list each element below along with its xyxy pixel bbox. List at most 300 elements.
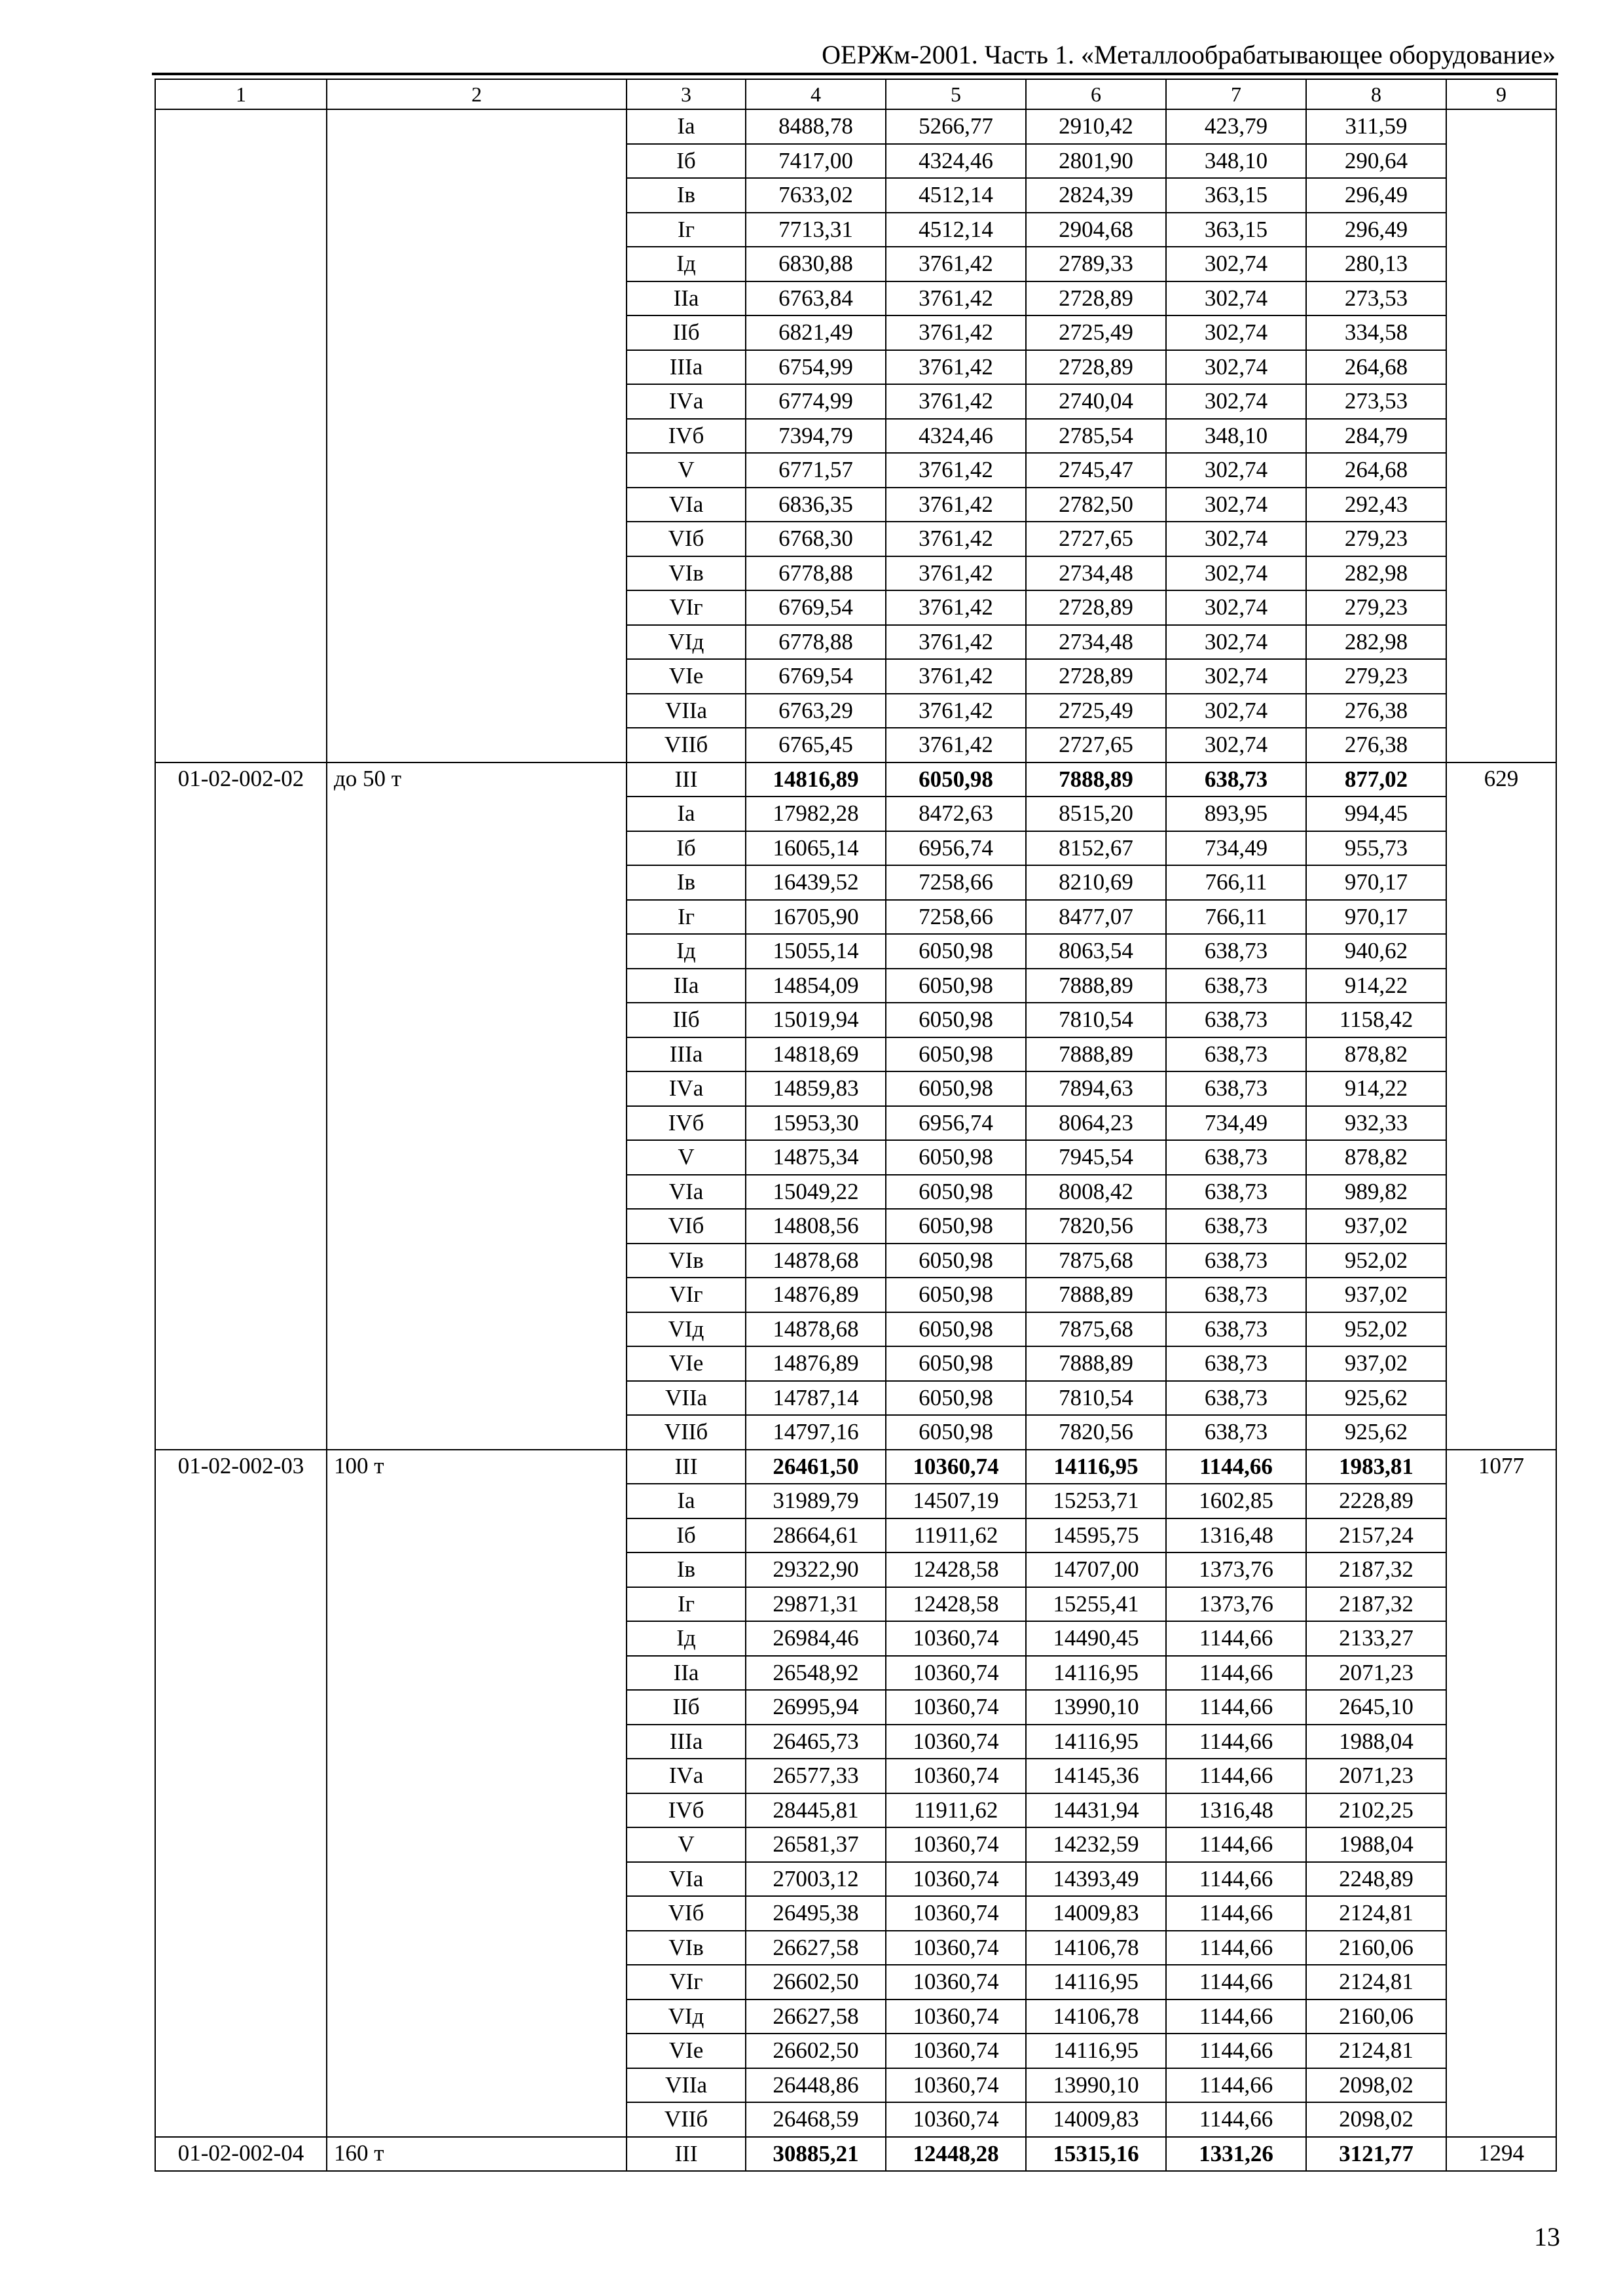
machines-cost: 2725,49 — [1026, 694, 1166, 728]
group-value: IIб — [627, 315, 746, 350]
materials-cost: 2124,81 — [1306, 1965, 1446, 2000]
machines-cost: 14106,78 — [1026, 2000, 1166, 2034]
machine-wages-cost: 734,49 — [1166, 1106, 1306, 1141]
machines-cost: 14106,78 — [1026, 1931, 1166, 1965]
machines-cost: 2745,47 — [1026, 453, 1166, 488]
group-value: Iа — [627, 1484, 746, 1518]
wages-cost: 6050,98 — [886, 1003, 1026, 1037]
table-row — [155, 1450, 1556, 1484]
machine-wages-cost: 302,74 — [1166, 488, 1306, 522]
total-cost: 26548,92 — [746, 1656, 886, 1691]
price-table-body — [155, 79, 1556, 2171]
machines-cost: 7810,54 — [1026, 1003, 1166, 1037]
materials-cost: 264,68 — [1306, 350, 1446, 385]
group-value: IIб — [627, 1003, 746, 1037]
machine-wages-cost: 638,73 — [1166, 1415, 1306, 1450]
wages-cost: 10360,74 — [886, 2034, 1026, 2068]
machines-cost: 7810,54 — [1026, 1381, 1166, 1416]
total-cost: 17982,28 — [746, 797, 886, 831]
materials-cost: 284,79 — [1306, 419, 1446, 454]
column-number: 3 — [627, 79, 746, 109]
machines-cost: 7888,89 — [1026, 969, 1166, 1003]
machines-cost: 2728,89 — [1026, 590, 1166, 625]
materials-cost: 2071,23 — [1306, 1759, 1446, 1793]
group-value: VIд — [627, 1312, 746, 1347]
total-cost: 14875,34 — [746, 1140, 886, 1175]
total-cost: 26465,73 — [746, 1725, 886, 1759]
materials-cost: 970,17 — [1306, 900, 1446, 935]
group-value: VIв — [627, 556, 746, 591]
materials-cost: 2228,89 — [1306, 1484, 1446, 1518]
wages-cost: 11911,62 — [886, 1793, 1026, 1828]
total-cost: 26602,50 — [746, 1965, 886, 2000]
group-value: Iв — [627, 865, 746, 900]
materials-cost: 989,82 — [1306, 1175, 1446, 1210]
group-value: Iв — [627, 1552, 746, 1587]
total-cost: 16065,14 — [746, 831, 886, 866]
total-cost: 15019,94 — [746, 1003, 886, 1037]
machines-cost: 14431,94 — [1026, 1793, 1166, 1828]
machine-wages-cost: 1144,66 — [1166, 1827, 1306, 1862]
total-cost: 28664,61 — [746, 1518, 886, 1553]
wages-cost: 6956,74 — [886, 831, 1026, 866]
wages-cost: 6050,98 — [886, 1037, 1026, 1072]
materials-cost: 2098,02 — [1306, 2102, 1446, 2137]
total-cost: 14876,89 — [746, 1278, 886, 1312]
materials-cost: 279,23 — [1306, 590, 1446, 625]
group-value: IIIа — [627, 1725, 746, 1759]
machines-cost: 2789,33 — [1026, 247, 1166, 281]
column-number: 7 — [1166, 79, 1306, 109]
total-cost: 7394,79 — [746, 419, 886, 454]
machines-cost: 14707,00 — [1026, 1552, 1166, 1587]
wages-cost: 3761,42 — [886, 247, 1026, 281]
wages-cost: 10360,74 — [886, 1931, 1026, 1965]
group-value: Iг — [627, 900, 746, 935]
group-value: VIб — [627, 1896, 746, 1931]
machine-wages-cost: 302,74 — [1166, 728, 1306, 762]
group-value: VIд — [627, 625, 746, 660]
materials-cost: 994,45 — [1306, 797, 1446, 831]
total-cost: 6778,88 — [746, 556, 886, 591]
machines-cost: 2782,50 — [1026, 488, 1166, 522]
machine-wages-cost: 638,73 — [1166, 1209, 1306, 1244]
wages-cost: 6050,98 — [886, 1381, 1026, 1416]
group-value: VIв — [627, 1931, 746, 1965]
materials-cost: 2102,25 — [1306, 1793, 1446, 1828]
total-cost: 26995,94 — [746, 1690, 886, 1725]
group-value: IIIа — [627, 1037, 746, 1072]
machines-cost: 14009,83 — [1026, 2102, 1166, 2137]
header-rule — [152, 73, 1558, 75]
machine-wages-cost: 302,74 — [1166, 350, 1306, 385]
total-cost: 14876,89 — [746, 1346, 886, 1381]
column-number: 5 — [886, 79, 1026, 109]
page-number: 13 — [1534, 2222, 1560, 2251]
wages-cost: 6050,98 — [886, 1209, 1026, 1244]
materials-cost: 282,98 — [1306, 625, 1446, 660]
total-cost: 6765,45 — [746, 728, 886, 762]
materials-cost: 1983,81 — [1306, 1450, 1446, 1484]
group-value: V — [627, 1827, 746, 1862]
group-value: IIIа — [627, 350, 746, 385]
machines-cost: 2727,65 — [1026, 728, 1166, 762]
wages-cost: 3761,42 — [886, 659, 1026, 694]
total-cost: 26461,50 — [746, 1450, 886, 1484]
machines-cost: 15255,41 — [1026, 1587, 1166, 1622]
total-cost: 29322,90 — [746, 1552, 886, 1587]
materials-cost: 914,22 — [1306, 1071, 1446, 1106]
total-cost: 6768,30 — [746, 522, 886, 556]
machines-cost: 8152,67 — [1026, 831, 1166, 866]
total-cost: 26468,59 — [746, 2102, 886, 2137]
total-cost: 16705,90 — [746, 900, 886, 935]
machines-cost: 7888,89 — [1026, 1278, 1166, 1312]
machine-wages-cost: 638,73 — [1166, 762, 1306, 797]
machine-wages-cost: 1373,76 — [1166, 1587, 1306, 1622]
machine-wages-cost: 302,74 — [1166, 590, 1306, 625]
group-value: Iв — [627, 178, 746, 213]
group-value: VIг — [627, 1278, 746, 1312]
total-cost: 26602,50 — [746, 2034, 886, 2068]
wages-cost: 8472,63 — [886, 797, 1026, 831]
machines-cost: 14393,49 — [1026, 1862, 1166, 1897]
machines-cost: 7820,56 — [1026, 1209, 1166, 1244]
machines-cost: 8008,42 — [1026, 1175, 1166, 1210]
machines-cost: 2728,89 — [1026, 659, 1166, 694]
materials-cost: 955,73 — [1306, 831, 1446, 866]
group-value: Iг — [627, 213, 746, 247]
machine-wages-cost: 638,73 — [1166, 1346, 1306, 1381]
group-value: Iа — [627, 797, 746, 831]
machines-cost: 7888,89 — [1026, 1346, 1166, 1381]
total-cost: 30885,21 — [746, 2137, 886, 2172]
wages-cost: 12428,58 — [886, 1552, 1026, 1587]
materials-cost: 2071,23 — [1306, 1656, 1446, 1691]
rate-code: 01-02-002-04 — [155, 2137, 327, 2172]
wages-cost: 10360,74 — [886, 1450, 1026, 1484]
total-cost: 6763,29 — [746, 694, 886, 728]
wages-cost: 3761,42 — [886, 453, 1026, 488]
rate-code: 01-02-002-03 — [155, 1450, 327, 2137]
group-value: Iб — [627, 831, 746, 866]
group-value: Iд — [627, 934, 746, 969]
machine-wages-cost: 638,73 — [1166, 969, 1306, 1003]
group-value: IIа — [627, 969, 746, 1003]
materials-cost: 276,38 — [1306, 694, 1446, 728]
total-cost: 6774,99 — [746, 384, 886, 419]
group-value: VIе — [627, 659, 746, 694]
machines-cost: 2740,04 — [1026, 384, 1166, 419]
wages-cost: 7258,66 — [886, 865, 1026, 900]
total-cost: 26448,86 — [746, 2068, 886, 2103]
machine-wages-cost: 363,15 — [1166, 213, 1306, 247]
machines-cost: 2734,48 — [1026, 625, 1166, 660]
total-cost: 14878,68 — [746, 1312, 886, 1347]
rate-code: 01-02-002-02 — [155, 762, 327, 1450]
materials-cost: 877,02 — [1306, 762, 1446, 797]
wages-cost: 6050,98 — [886, 1175, 1026, 1210]
equipment-capacity: 100 т — [327, 1450, 627, 2137]
total-cost: 14787,14 — [746, 1381, 886, 1416]
column-number: 2 — [327, 79, 627, 109]
machine-wages-cost: 638,73 — [1166, 1071, 1306, 1106]
total-cost: 28445,81 — [746, 1793, 886, 1828]
total-cost: 7713,31 — [746, 213, 886, 247]
equipment-capacity — [327, 109, 627, 762]
total-cost: 26984,46 — [746, 1621, 886, 1656]
wages-cost: 6050,98 — [886, 1140, 1026, 1175]
materials-cost: 925,62 — [1306, 1415, 1446, 1450]
total-cost: 14818,69 — [746, 1037, 886, 1072]
machines-cost: 2801,90 — [1026, 144, 1166, 179]
group-value: VIб — [627, 522, 746, 556]
machine-wages-cost: 1144,66 — [1166, 2068, 1306, 2103]
column-number: 8 — [1306, 79, 1446, 109]
materials-cost: 311,59 — [1306, 109, 1446, 144]
materials-cost: 952,02 — [1306, 1244, 1446, 1278]
materials-cost: 2248,89 — [1306, 1862, 1446, 1897]
column-number: 1 — [155, 79, 327, 109]
wages-cost: 3761,42 — [886, 556, 1026, 591]
machine-wages-cost: 302,74 — [1166, 659, 1306, 694]
group-value: VIIб — [627, 1415, 746, 1450]
group-value: VIIа — [627, 2068, 746, 2103]
materials-cost: 273,53 — [1306, 281, 1446, 316]
machines-cost: 14490,45 — [1026, 1621, 1166, 1656]
group-value: Iб — [627, 1518, 746, 1553]
materials-cost: 280,13 — [1306, 247, 1446, 281]
materials-cost: 1988,04 — [1306, 1827, 1446, 1862]
total-cost: 6836,35 — [746, 488, 886, 522]
machines-cost: 13990,10 — [1026, 1690, 1166, 1725]
group-value: IIа — [627, 1656, 746, 1691]
wages-cost: 3761,42 — [886, 625, 1026, 660]
machine-wages-cost: 638,73 — [1166, 1037, 1306, 1072]
materials-cost: 2157,24 — [1306, 1518, 1446, 1553]
wages-cost: 3761,42 — [886, 281, 1026, 316]
machines-cost: 2904,68 — [1026, 213, 1166, 247]
group-value: Iа — [627, 109, 746, 144]
table-row — [155, 762, 1556, 797]
machine-wages-cost: 302,74 — [1166, 247, 1306, 281]
total-cost: 14854,09 — [746, 969, 886, 1003]
machines-cost: 2727,65 — [1026, 522, 1166, 556]
wages-cost: 14507,19 — [886, 1484, 1026, 1518]
materials-cost: 292,43 — [1306, 488, 1446, 522]
total-cost: 6763,84 — [746, 281, 886, 316]
machines-cost: 2728,89 — [1026, 350, 1166, 385]
materials-cost: 2160,06 — [1306, 2000, 1446, 2034]
total-cost: 26627,58 — [746, 1931, 886, 1965]
wages-cost: 6050,98 — [886, 762, 1026, 797]
column-9-value: 1077 — [1446, 1450, 1556, 2137]
total-cost: 26577,33 — [746, 1759, 886, 1793]
wages-cost: 10360,74 — [886, 2068, 1026, 2103]
total-cost: 15049,22 — [746, 1175, 886, 1210]
group-value: Iд — [627, 247, 746, 281]
machine-wages-cost: 766,11 — [1166, 865, 1306, 900]
machines-cost: 2725,49 — [1026, 315, 1166, 350]
machines-cost: 15315,16 — [1026, 2137, 1166, 2172]
wages-cost: 3761,42 — [886, 590, 1026, 625]
machines-cost: 7894,63 — [1026, 1071, 1166, 1106]
machine-wages-cost: 1144,66 — [1166, 1725, 1306, 1759]
equipment-capacity: 160 т — [327, 2137, 627, 2172]
machines-cost: 2728,89 — [1026, 281, 1166, 316]
group-value: VIIб — [627, 728, 746, 762]
group-value: VIг — [627, 1965, 746, 2000]
table-row — [155, 2137, 1556, 2172]
wages-cost: 3761,42 — [886, 488, 1026, 522]
materials-cost: 2124,81 — [1306, 2034, 1446, 2068]
materials-cost: 932,33 — [1306, 1106, 1446, 1141]
machines-cost: 2910,42 — [1026, 109, 1166, 144]
total-cost: 15055,14 — [746, 934, 886, 969]
total-cost: 14797,16 — [746, 1415, 886, 1450]
machine-wages-cost: 423,79 — [1166, 109, 1306, 144]
group-value: Iг — [627, 1587, 746, 1622]
machines-cost: 14145,36 — [1026, 1759, 1166, 1793]
group-value: VIб — [627, 1209, 746, 1244]
wages-cost: 10360,74 — [886, 1621, 1026, 1656]
total-cost: 6778,88 — [746, 625, 886, 660]
wages-cost: 4324,46 — [886, 144, 1026, 179]
wages-cost: 10360,74 — [886, 1827, 1026, 1862]
wages-cost: 10360,74 — [886, 1862, 1026, 1897]
wages-cost: 6050,98 — [886, 934, 1026, 969]
group-value: III — [627, 2137, 746, 2172]
machine-wages-cost: 348,10 — [1166, 419, 1306, 454]
group-value: III — [627, 1450, 746, 1484]
materials-cost: 334,58 — [1306, 315, 1446, 350]
wages-cost: 3761,42 — [886, 350, 1026, 385]
price-table — [155, 79, 1557, 2172]
total-cost: 27003,12 — [746, 1862, 886, 1897]
column-9-value — [1446, 109, 1556, 762]
machine-wages-cost: 893,95 — [1166, 797, 1306, 831]
machine-wages-cost: 1144,66 — [1166, 2000, 1306, 2034]
wages-cost: 6050,98 — [886, 1415, 1026, 1450]
total-cost: 6769,54 — [746, 590, 886, 625]
machine-wages-cost: 348,10 — [1166, 144, 1306, 179]
machine-wages-cost: 302,74 — [1166, 694, 1306, 728]
materials-cost: 279,23 — [1306, 522, 1446, 556]
materials-cost: 925,62 — [1306, 1381, 1446, 1416]
wages-cost: 10360,74 — [886, 1896, 1026, 1931]
wages-cost: 3761,42 — [886, 315, 1026, 350]
machine-wages-cost: 1144,66 — [1166, 1450, 1306, 1484]
materials-cost: 970,17 — [1306, 865, 1446, 900]
total-cost: 14859,83 — [746, 1071, 886, 1106]
column-number: 9 — [1446, 79, 1556, 109]
machines-cost: 14116,95 — [1026, 1965, 1166, 2000]
machine-wages-cost: 302,74 — [1166, 315, 1306, 350]
machines-cost: 8063,54 — [1026, 934, 1166, 969]
column-number: 4 — [746, 79, 886, 109]
column-9-value: 1294 — [1446, 2137, 1556, 2172]
wages-cost: 10360,74 — [886, 1759, 1026, 1793]
machine-wages-cost: 1144,66 — [1166, 1862, 1306, 1897]
machine-wages-cost: 1316,48 — [1166, 1793, 1306, 1828]
group-value: IVб — [627, 1106, 746, 1141]
group-value: VIд — [627, 2000, 746, 2034]
group-value: IVа — [627, 384, 746, 419]
machines-cost: 2734,48 — [1026, 556, 1166, 591]
machine-wages-cost: 638,73 — [1166, 1175, 1306, 1210]
machines-cost: 14116,95 — [1026, 1725, 1166, 1759]
materials-cost: 2160,06 — [1306, 1931, 1446, 1965]
wages-cost: 3761,42 — [886, 694, 1026, 728]
group-value: IVа — [627, 1759, 746, 1793]
machines-cost: 13990,10 — [1026, 2068, 1166, 2103]
wages-cost: 6050,98 — [886, 1278, 1026, 1312]
machine-wages-cost: 638,73 — [1166, 1312, 1306, 1347]
materials-cost: 2098,02 — [1306, 2068, 1446, 2103]
wages-cost: 6050,98 — [886, 1312, 1026, 1347]
total-cost: 16439,52 — [746, 865, 886, 900]
group-value: Iд — [627, 1621, 746, 1656]
materials-cost: 937,02 — [1306, 1346, 1446, 1381]
machines-cost: 7875,68 — [1026, 1244, 1166, 1278]
machine-wages-cost: 302,74 — [1166, 522, 1306, 556]
wages-cost: 4512,14 — [886, 178, 1026, 213]
machine-wages-cost: 302,74 — [1166, 556, 1306, 591]
total-cost: 6769,54 — [746, 659, 886, 694]
total-cost: 6754,99 — [746, 350, 886, 385]
total-cost: 31989,79 — [746, 1484, 886, 1518]
machine-wages-cost: 1144,66 — [1166, 1896, 1306, 1931]
group-value: VIа — [627, 1862, 746, 1897]
wages-cost: 4512,14 — [886, 213, 1026, 247]
machines-cost: 8210,69 — [1026, 865, 1166, 900]
materials-cost: 276,38 — [1306, 728, 1446, 762]
materials-cost: 279,23 — [1306, 659, 1446, 694]
wages-cost: 7258,66 — [886, 900, 1026, 935]
total-cost: 29871,31 — [746, 1587, 886, 1622]
group-value: V — [627, 1140, 746, 1175]
materials-cost: 2187,32 — [1306, 1587, 1446, 1622]
total-cost: 7417,00 — [746, 144, 886, 179]
machine-wages-cost: 638,73 — [1166, 1381, 1306, 1416]
materials-cost: 264,68 — [1306, 453, 1446, 488]
group-value: IVб — [627, 1793, 746, 1828]
total-cost: 14808,56 — [746, 1209, 886, 1244]
machines-cost: 14232,59 — [1026, 1827, 1166, 1862]
wages-cost: 12428,58 — [886, 1587, 1026, 1622]
machine-wages-cost: 1144,66 — [1166, 1656, 1306, 1691]
materials-cost: 878,82 — [1306, 1140, 1446, 1175]
total-cost: 6821,49 — [746, 315, 886, 350]
materials-cost: 940,62 — [1306, 934, 1446, 969]
total-cost: 14878,68 — [746, 1244, 886, 1278]
materials-cost: 878,82 — [1306, 1037, 1446, 1072]
wages-cost: 10360,74 — [886, 1656, 1026, 1691]
materials-cost: 273,53 — [1306, 384, 1446, 419]
machine-wages-cost: 363,15 — [1166, 178, 1306, 213]
column-number-row — [155, 79, 1556, 109]
machine-wages-cost: 1316,48 — [1166, 1518, 1306, 1553]
machine-wages-cost: 1144,66 — [1166, 1621, 1306, 1656]
group-value: IIб — [627, 1690, 746, 1725]
machine-wages-cost: 302,74 — [1166, 625, 1306, 660]
group-value: IIа — [627, 281, 746, 316]
total-cost: 26495,38 — [746, 1896, 886, 1931]
wages-cost: 12448,28 — [886, 2137, 1026, 2172]
total-cost: 6771,57 — [746, 453, 886, 488]
machine-wages-cost: 638,73 — [1166, 1244, 1306, 1278]
wages-cost: 4324,46 — [886, 419, 1026, 454]
